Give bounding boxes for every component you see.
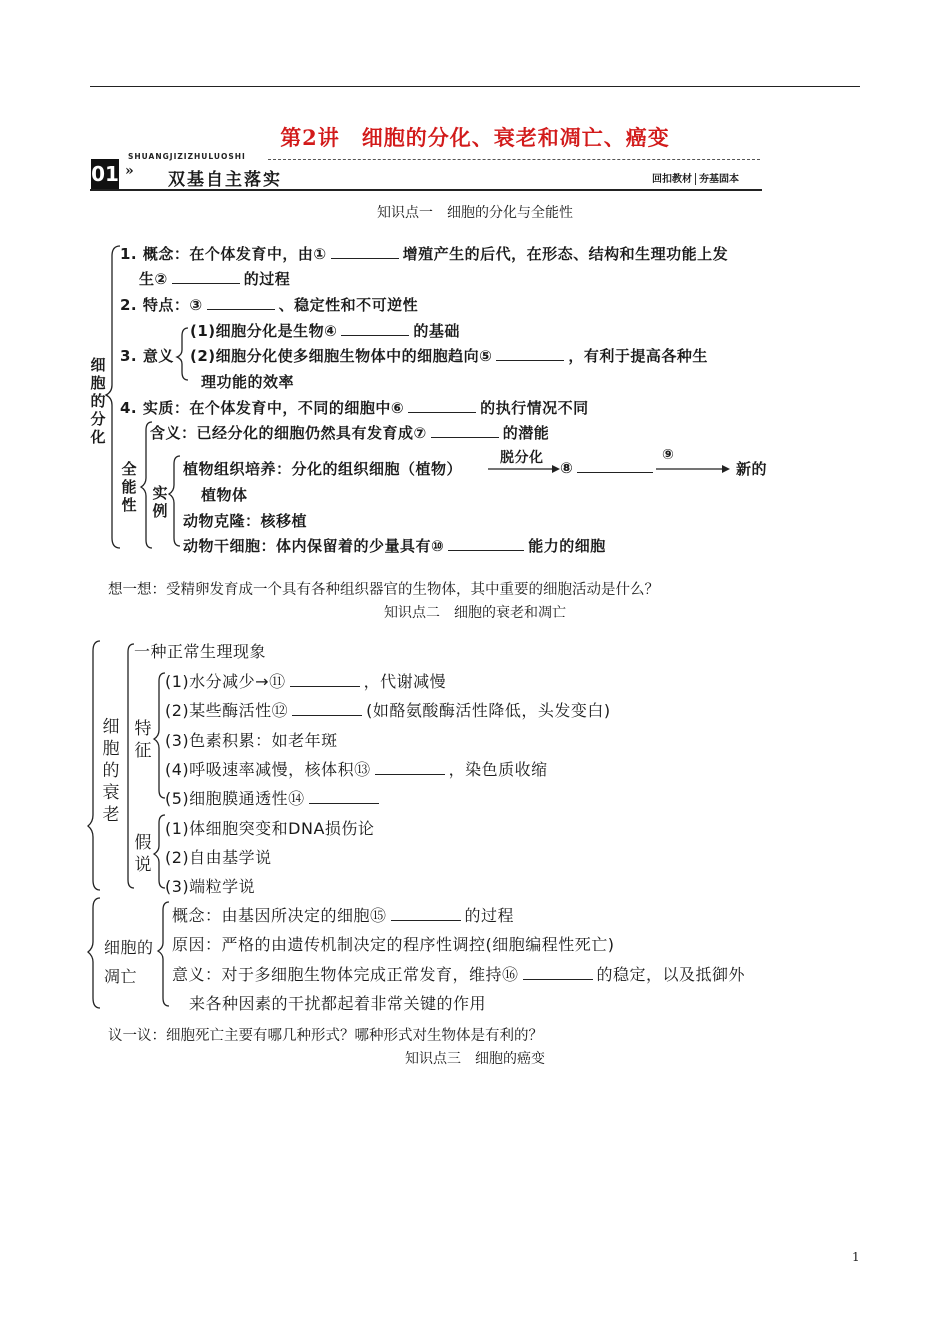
feature-3: (3)色素积累：如老年斑 bbox=[165, 731, 338, 750]
apoptosis-meaning-cont: 来各种因素的干扰都起着非常关键的作用 bbox=[189, 994, 487, 1013]
apoptosis-meaning: 意义：对于多细胞生物体完成正常发育，维持⑯ 的稳定，以及抵御外 bbox=[172, 965, 746, 984]
kp2-heading: 知识点二 细胞的衰老和凋亡 bbox=[384, 605, 566, 621]
kp1-line1: 1. 概念：在个体发育中，由① 增殖产生的后代，在形态、结构和生理功能上发 bbox=[120, 245, 729, 263]
kp1-line3-label: 3. 意义 bbox=[120, 347, 174, 365]
hypothesis-3: (3)端粒学说 bbox=[165, 877, 256, 896]
banner-tag-a: 回扣教材 bbox=[652, 174, 692, 185]
apoptosis-label: 细胞的凋亡 bbox=[104, 938, 154, 986]
example-stem-cell: 动物干细胞：体内保留着的少量具有⑩ 能力的细胞 bbox=[183, 537, 606, 555]
kp1-group-label: 细胞的分化 bbox=[90, 356, 106, 446]
example-blank-8: ⑧ bbox=[560, 458, 657, 477]
banner-pinyin: SHUANGJIZIZHULUOSHI bbox=[128, 152, 246, 161]
aging-normal: 一种正常生理现象 bbox=[134, 642, 267, 661]
double-chevron-icon: » bbox=[125, 163, 134, 179]
page-title: 第2讲 细胞的分化、衰老和凋亡、癌变 bbox=[280, 125, 670, 150]
redifferentiation-label: ⑨ bbox=[662, 447, 675, 463]
page-number: 1 bbox=[852, 1250, 860, 1264]
apoptosis-concept: 概念：由基因所决定的细胞⑮ 的过程 bbox=[172, 906, 515, 925]
kp3-heading: 知识点三 细胞的癌变 bbox=[405, 1051, 545, 1067]
kp1-line3e: 理功能的效率 bbox=[201, 373, 295, 391]
feature-label: 特征 bbox=[134, 719, 152, 761]
example-new-label: 新的 bbox=[736, 460, 768, 478]
discuss-question: 议一议：细胞死亡主要有哪几种形式？哪种形式对生物体是有利的？ bbox=[108, 1028, 543, 1044]
totipotency-label: 全能性 bbox=[121, 460, 137, 514]
feature-2: (2)某些酶活性⑫ (如酪氨酸酶活性降低，头发变白) bbox=[165, 701, 611, 720]
think-question: 想一想：受精卵发育成一个具有各种组织器官的生物体，其中重要的细胞活动是什么？ bbox=[108, 582, 659, 598]
apoptosis-cause: 原因：严格的由遗传机制决定的程序性调控(细胞编程性死亡) bbox=[172, 935, 615, 954]
banner-heading: 双基自主落实 bbox=[168, 170, 282, 190]
aging-label: 细胞的衰老 bbox=[102, 717, 120, 825]
kp1-line2: 2. 特点：③ 、稳定性和不可逆性 bbox=[120, 296, 419, 314]
hypothesis-label: 假说 bbox=[134, 833, 152, 875]
kp1-heading: 知识点一 细胞的分化与全能性 bbox=[377, 205, 573, 221]
totipotency-meaning: 含义：已经分化的细胞仍然具有发育成⑦ 的潜能 bbox=[150, 424, 550, 442]
kp1-line4: 4. 实质：在个体发育中，不同的细胞中⑥ 的执行情况不同 bbox=[120, 399, 589, 417]
section-number: 01 bbox=[91, 159, 119, 189]
feature-1: (1)水分减少→⑪ ，代谢减慢 bbox=[165, 672, 447, 691]
example-animal-clone: 动物克隆：核移植 bbox=[183, 512, 308, 530]
example-label: 实例 bbox=[152, 484, 168, 520]
kp1-line3a: (1)细胞分化是生物④ 的基础 bbox=[190, 322, 460, 340]
dedifferentiation-label: 脱分化 bbox=[500, 450, 544, 466]
banner-tag-b: 夯基固本 bbox=[699, 174, 739, 185]
kp1-line1-cont: 生② 的过程 bbox=[139, 270, 291, 288]
kp1-line3c: (2)细胞分化使多细胞生物体中的细胞趋向⑤ ，有利于提高各种生 bbox=[190, 347, 708, 365]
hypothesis-1: (1)体细胞突变和DNA损伤论 bbox=[165, 819, 375, 838]
feature-4: (4)呼吸速率减慢，核体积⑬ ，染色质收缩 bbox=[165, 760, 548, 779]
hypothesis-2: (2)自由基学说 bbox=[165, 848, 272, 867]
example-plant-culture: 植物组织培养：分化的组织细胞（植物） bbox=[183, 460, 463, 478]
example-plant-body: 植物体 bbox=[201, 486, 248, 504]
feature-5: (5)细胞膜通透性⑭ bbox=[165, 786, 383, 809]
